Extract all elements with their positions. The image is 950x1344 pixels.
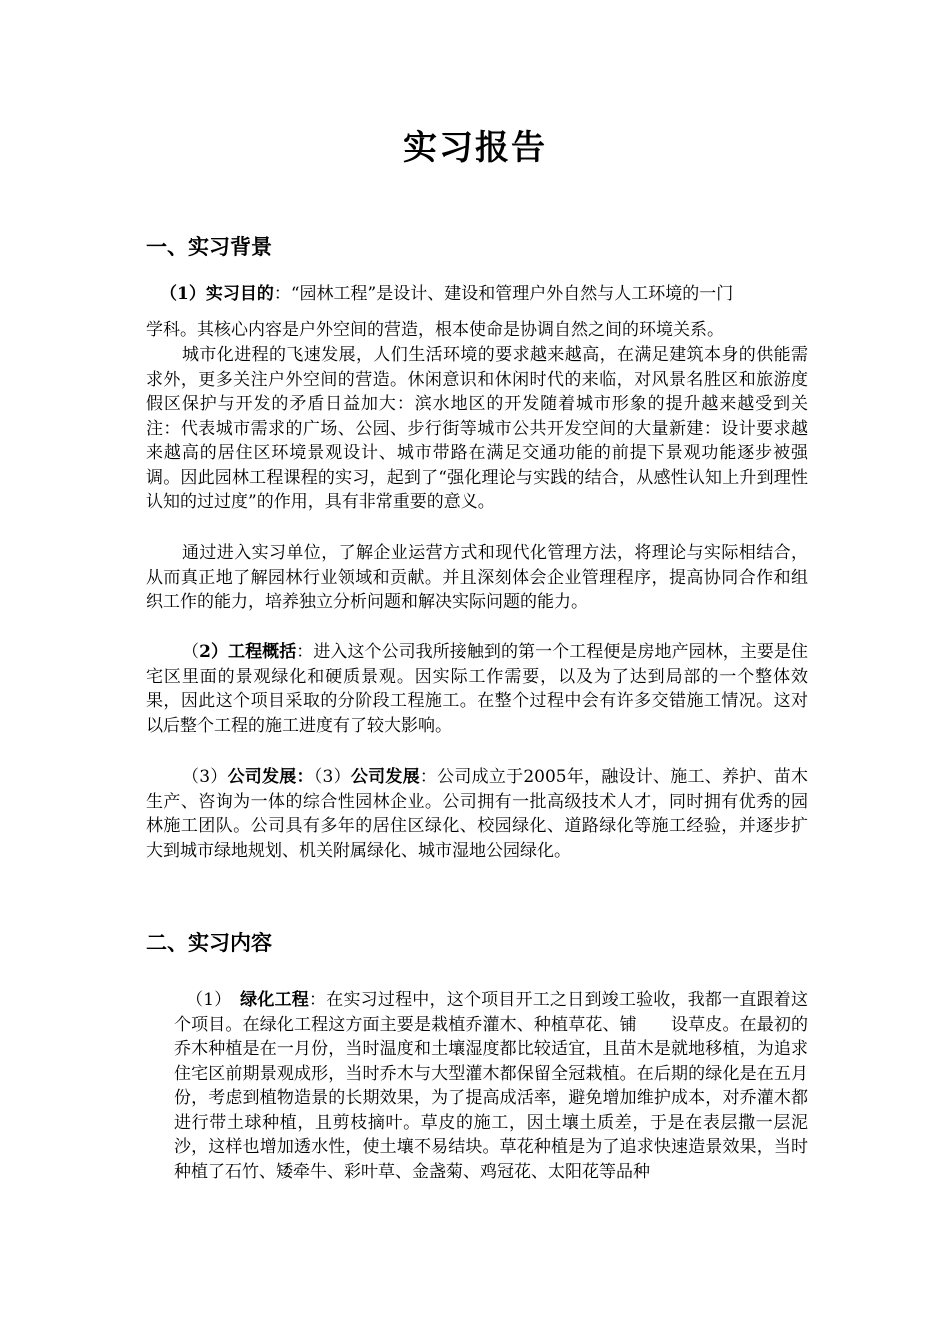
label-purpose: （1）实习目的 [160, 284, 274, 304]
paragraph-purpose-line2: 学科。其核心内容是户外空间的营造，根本使命是协调自然之间的环境关系。 [146, 320, 724, 340]
section-heading-content: 二、实习内容 [146, 930, 272, 955]
document-title: 实习报告 [403, 128, 547, 168]
section-heading-background: 一、实习背景 [146, 234, 272, 259]
paragraph-greening-project [174, 988, 808, 1184]
overview-prefix: （ [182, 642, 200, 662]
label-project-overview: 2）工程概括 [199, 642, 297, 662]
greening-prefix: （1） [186, 990, 241, 1010]
purpose-text-line1: ：“园林工程”是设计、建设和管理户外自然与人工环境的一门 [273, 284, 734, 304]
company-colon: ： [296, 767, 314, 787]
label-company-development-2: 公司发展 [350, 767, 420, 787]
paragraph-purpose-line1 [160, 282, 810, 307]
overview-text: ：进入这个公司我所接触到的第一个工程便是房地产园林，主要是住宅区里面的景观绿化和硬质景观。因实际工作需要，以及为了达到局部的一个整体效果，因此这个项目采取的分阶段工程施工。在整个过程中会有许多交错施工情况。这对以后整个工程的施工进度有了较大影响。 [146, 642, 809, 736]
label-greening-project: 绿化工程 [240, 990, 310, 1010]
paragraph-urbanization: 城市化进程的飞速发展，人们生活环境的要求越来越高，在满足建筑本身的供能需求外，更多关注户外空间的营造。休闲意识和休闲时代的来临，对风景名胜区和旅游度假区保护与开发的矛盾日益加大：滨水地区的开发随着城市形象的提升越来越受到关注：代表城市需求的广场、公园、步行街等城市公共开发空间的大量新建：设计要求越来越高的居住区环境景观设计、城市带路在满足交通功能的前提下景观功能逐步被强调。因此园林工程课程的实习，起到了“强化理论与实践的结合，从感性认知上升到理性认知的过过度”的作用，具有非常重要的意义。 [146, 345, 808, 512]
company-prefix-1: （3） [182, 767, 228, 787]
paragraph-internship-unit: 通过进入实习单位，了解企业运营方式和现代化管理方法，将理论与实际相结合，从而真正地了解园林行业领域和贡献。并且深刻体会企业管理程序，提高协同合作和组织工作的能力，培养独立分析问题和解决实际问题的能力。 [146, 543, 808, 612]
company-prefix-2: （3） [313, 767, 351, 787]
label-company-development-1: 公司发展 [227, 767, 297, 787]
paragraph-project-overview [146, 640, 808, 738]
company-text: ：公司成立于2005年，融设计、施工、养护、苗木生产、咨询为一体的综合性园林企业。公司拥有一批高级技术人才，同时拥有优秀的园林施工团队。公司具有多年的居住区绿化、校园绿化、道路绿化等施工经验，并逐步扩大到城市绿地规划、机关附属绿化、城市湿地公园绿化。 [146, 767, 809, 861]
greening-text: ：在实习过程中，这个项目开工之日到竣工验收，我都一直跟着这个项目。在绿化工程这方面主要是栽植乔灌木、种植草花、铺 设草皮。在最初的乔木种植是在一月份，当时温度和土壤湿度都比较适宜，且苗木是就地移植，为追求住宅区前期景观成形，当时乔木与大型灌木都保留全冠栽植。在后期的绿化是在五月份，考虑到植物造景的长期效果，为了提高成活率，避免增加维护成本，对乔灌木都进行带土球种植，且剪枝摘叶。草皮的施工，因土壤土质差，于是在表层撒一层泥沙，这样也增加透水性，使土壤不易结块。草花种植是为了追求快速造景效果，当时种植了石竹、矮牵牛、彩叶草、金盏菊、鸡冠花、太阳花等品种 [174, 990, 808, 1182]
paragraph-company-development [146, 765, 808, 863]
